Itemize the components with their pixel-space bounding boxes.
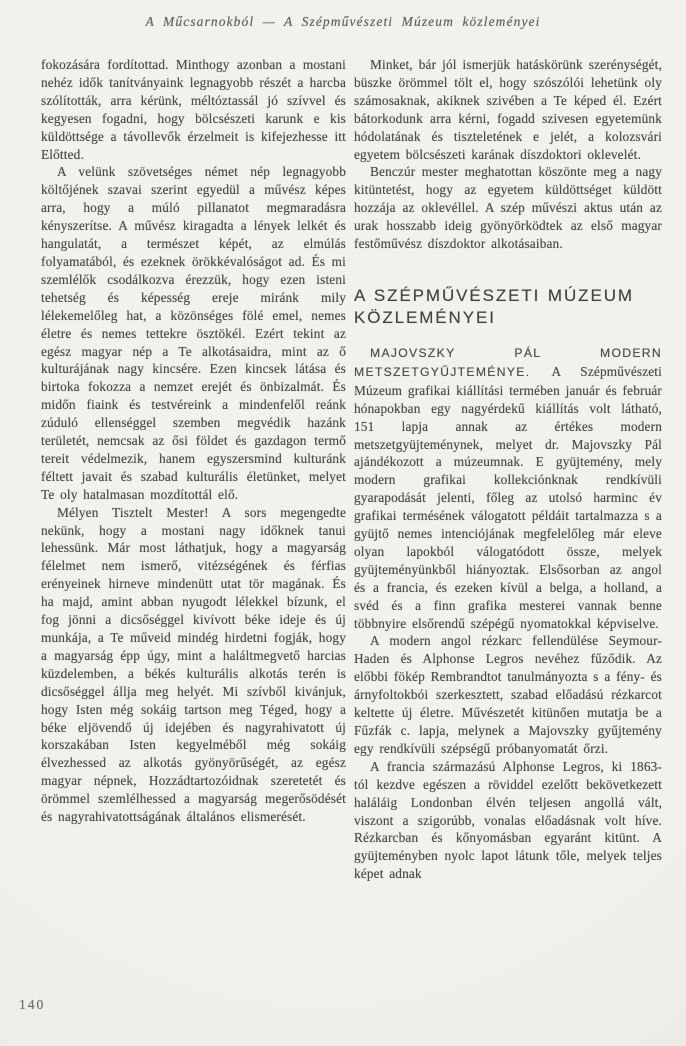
right-column-bottom <box>354 344 662 883</box>
right-column-top <box>354 56 662 253</box>
paragraph: Benczúr mester meghatottan köszönte meg a nagy kitüntetést, hogy az egyetem küldöttséget küldött hozzája az oklevéllel. A szép művészi aktus után az urak hosszabb ideig gyönyörködtek az első magyar festőművész díszdoktor alkotásaiban. <box>354 164 662 252</box>
page-number: 140 <box>19 997 46 1012</box>
paragraph: MAJOVSZKY PÁL MODERN METSZETGYŰJTEMÉNYE. A Szépművészeti Múzeum grafikai kiállítási termében január és február hónapokban egy nagyérdekű kiállítás volt látható, 151 lapja annak az értékes modern metszetgyüjteménynek, melyet dr. Majovszky Pál ajándékozott a múzeumnak. E gyüjtemény, mely modern grafikai kollekciónknak rendkívüli gyarapodását jelenti, főleg az utolsó harminc év grafikai termésének válogatott példáit tartalmazza s a gyüjtő nemes intenciójának megfelelőleg már eleve olyan lapokból válogatódott össze, melyek gyüjteményünkből hiányoztak. Elsősorban az angol és a francia, és ezeken kívül a belga, a holland, a svéd és a finn grafika mesterei vannak benne többnyire elsőrendű szépégű nyomatokkal képviselve. <box>354 345 662 631</box>
run-in-heading: MAJOVSZKY PÁL MODERN METSZETGYŰJTEMÉNYE. <box>354 345 662 379</box>
paragraph: A francia származású Alphonse Legros, ki 1863-tól kezdve egészen a röviddel ezelőtt bekövetkezett haláláig Londonban élvén teljesen angollá vált, viszont a szigorúbb, vonalas előadásnak volt híve. Rézkarcban és kőnyomásban egyaránt kitünt. A gyüjteményben nyolc lapot látunk tőle, melyek teljes képet adnak <box>354 758 662 882</box>
left-column <box>41 56 346 826</box>
paragraph: A modern angol rézkarc fellendülése Seymour-Haden és Alphonse Legros nevéhez fűződik. Az előbbi fökép Rembrandtot tanulmányozta s a fény- és árnyfoltokbói szerkesztett, szabad előadású rézkarcot keltette új életre. Művészetét kitünően mutatja be a Fűzfák c. lapja, melynek a Majovszky gyűjtemény egy rendkívüli szépségű próbanyomatát őrzi. <box>354 633 662 756</box>
paragraph: Mélyen Tisztelt Mester! A sors megengedte nekünk, hogy a mostani nagy időknek tanui lehessünk. Már most láthatjuk, hogy a magyarság félelmet nem ismerő, vitézségének és férfias erényeinek hirneve mindenütt utat tör magának. És ha majd, amint abban nyugodt lélekkel bízunk, el fog jönni a dicsőséggel kivívott béke ideje és új munkája, a Te műveid mindég hirdetni fogják, hogy a magyarság épp úgy, mint a haláltmegvető harcias küzdelemben, a békés kulturális alkotás terén is dicsőséggel állja meg helyét. Mi szívből kivánjuk, hogy Isten még sokáig tartson meg Téged, hogy a béke eljövendő új idejében és nagyrahivatott új korszakában Isten kegyelméből még sokáig élvezhessed az alkotás gyönyörűségét, az egész magyar népnek, Hozzádtartozóidnak szeretetét és örömmel szemlélhessed a magyarság megerősödését és nagyrahivatottságának általános elismerését. <box>41 504 346 825</box>
paragraph: A velünk szövetséges német nép legnagyobb költőjének szavai szerint egyedül a művész képes arra, hogy a múló pillanatot megmaradásra kényszerítse. A művész kiragadta a lények lelkét és hangulatát, a természet képét, az elmúlás folyamatából, és ezeknek örökkévalóságot ad. És mi szemlélők csodálkozva érezzük, hogy ezen isteni tehetség és képesség ereje miránk mily lélekemelőleg hat, a közönséges fölé emel, nemes életre és nemes tettekre ösztökél. Ezért tekint az egész magyar nép a Te alkotásaidra, mint az ő kulturájának nagy kincsére. Ezen kincsek látása és birtoka fokozza a nemzet erejét és önbizalmát. És midőn fiaink és testvéreink a mindenfelől reánk zúduló ellenséggel szemben megvédik hazánk területét, nemcsak az ősi földet és gazdagon termő tereit védelmezik, hanem egyszersmind kulturánk féltett javait és szabad kulturális életünket, melyet Te oly hatalmasan mozdítottál elő. <box>41 164 346 502</box>
paragraph: fokozására fordítottad. Minthogy azonban a mostani nehéz idők tanítványaink legnagyobb részét a harcba szólították, arra kérünk, méltóztassál jó szívvel és kegyesen fogadni, hogy bölcsészeti karunk e kis küldöttsége a távollevők érzelmeit is kifejezhesse itt Előtted. <box>41 57 346 162</box>
section-heading: A SZÉPMŰVÉSZETI MÚZEUM KÖZLEMÉNYEI <box>354 285 634 327</box>
paragraph: Minket, bár jól ismerjük hatáskörünk szerénységét, büszke örömmel tölt el, hogy szószólói lehetünk oly számosaknak, akiknek szivében a Te képed él. Ezért bátorkodunk arra kérni, fogadd szivesen egyetemünk hódolatának és tiszteletének e jelét, a kolozsvári egyetem bölcsészeti karának díszdoktori oklevelét. <box>354 57 662 162</box>
page-header: A Műcsarnokból — A Szépművészeti Múzeum közleményei <box>145 14 541 29</box>
right-column <box>354 56 662 883</box>
